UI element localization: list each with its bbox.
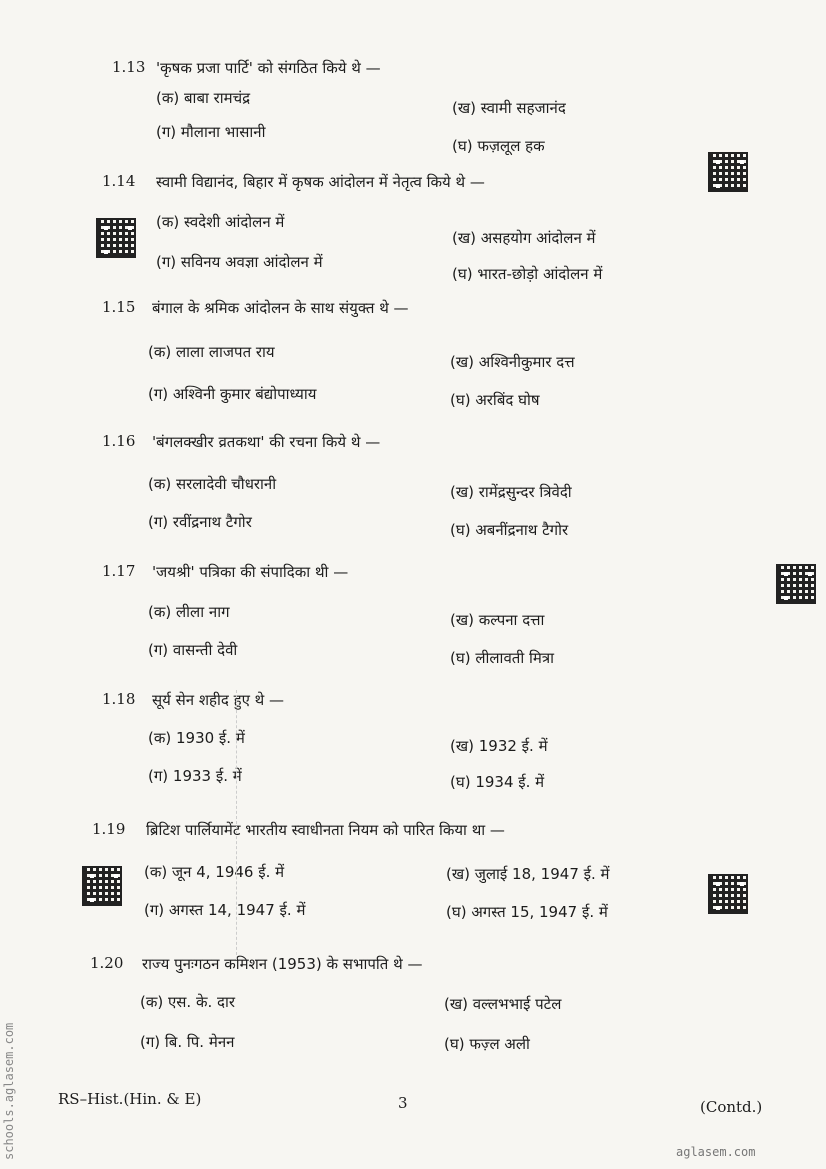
- option-gha: (घ) अबनींद्रनाथ टैगोर: [450, 521, 569, 539]
- option-kha: (ख) कल्पना दत्ता: [450, 611, 545, 629]
- fold-line: [236, 690, 237, 960]
- option-kha: (ख) 1932 ई. में: [450, 737, 548, 755]
- option-kha: (ख) रामेंद्रसुन्दर त्रिवेदी: [450, 483, 572, 501]
- page-number: 3: [398, 1094, 408, 1112]
- question-text: 'बंगलक्खीर व्रतकथा' की रचना किये थे —: [152, 433, 381, 451]
- option-gha: (घ) लीलावती मित्रा: [450, 649, 555, 667]
- option-ka: (क) एस. के. दार: [140, 993, 236, 1011]
- question-text: 'कृषक प्रजा पार्टि' को संगठित किये थे —: [156, 59, 381, 77]
- option-gha: (घ) फज़लूल हक: [452, 137, 545, 155]
- qr-code-icon: [96, 218, 136, 258]
- question-text: राज्य पुनःगठन कमिशन (1953) के सभापति थे —: [142, 955, 423, 973]
- option-ka: (क) लाला लाजपत राय: [148, 343, 275, 361]
- question-number: 1.15: [102, 298, 136, 316]
- option-gha: (घ) अगस्त 15, 1947 ई. में: [446, 903, 608, 921]
- option-ga: (ग) मौलाना भासानी: [156, 123, 266, 141]
- question-number: 1.16: [102, 432, 136, 450]
- question-number: 1.13: [112, 58, 146, 76]
- option-ka: (क) बाबा रामचंद्र: [156, 89, 251, 107]
- question-text: सूर्य सेन शहीद हुए थे —: [152, 691, 285, 709]
- question-text: ब्रिटिश पार्लियामेंट भारतीय स्वाधीनता नियम को पारित किया था —: [146, 821, 505, 839]
- qr-code-icon: [776, 564, 816, 604]
- option-ka: (क) सरलादेवी चौधरानी: [148, 475, 277, 493]
- option-ga: (ग) 1933 ई. में: [148, 767, 242, 785]
- option-ka: (क) जून 4, 1946 ई. में: [144, 863, 285, 881]
- question-number: 1.19: [92, 820, 126, 838]
- qr-code-icon: [708, 152, 748, 192]
- option-gha: (घ) फज़्ल अली: [444, 1035, 530, 1053]
- option-ga: (ग) वासन्ती देवी: [148, 641, 238, 659]
- option-kha: (ख) स्वामी सहजानंद: [452, 99, 566, 117]
- option-ga: (ग) बि. पि. मेनन: [140, 1033, 235, 1051]
- option-kha: (ख) जुलाई 18, 1947 ई. में: [446, 865, 610, 883]
- question-number: 1.14: [102, 172, 136, 190]
- option-ga: (ग) अगस्त 14, 1947 ई. में: [144, 901, 306, 919]
- option-ka: (क) स्वदेशी आंदोलन में: [156, 213, 285, 231]
- continued-label: (Contd.): [700, 1098, 763, 1116]
- option-gha: (घ) 1934 ई. में: [450, 773, 545, 791]
- qr-code-icon: [708, 874, 748, 914]
- question-number: 1.18: [102, 690, 136, 708]
- side-watermark: schools.aglasem.com: [2, 1022, 16, 1160]
- option-ka: (क) लीला नाग: [148, 603, 230, 621]
- question-text: बंगाल के श्रमिक आंदोलन के साथ संयुक्त थे —: [152, 299, 409, 317]
- option-kha: (ख) वल्लभभाई पटेल: [444, 995, 562, 1013]
- question-text: स्वामी विद्यानंद, बिहार में कृषक आंदोलन में नेतृत्व किये थे —: [156, 173, 485, 191]
- option-kha: (ख) असहयोग आंदोलन में: [452, 229, 596, 247]
- option-gha: (घ) भारत-छोड़ो आंदोलन में: [452, 265, 603, 283]
- question-number: 1.20: [90, 954, 124, 972]
- paper-code: RS–Hist.(Hin. & E): [58, 1090, 202, 1108]
- option-ga: (ग) अश्विनी कुमार बंद्योपाध्याय: [148, 385, 317, 403]
- option-ka: (क) 1930 ई. में: [148, 729, 245, 747]
- option-ga: (ग) रवींद्रनाथ टैगोर: [148, 513, 252, 531]
- option-kha: (ख) अश्विनीकुमार दत्त: [450, 353, 575, 371]
- option-gha: (घ) अरबिंद घोष: [450, 391, 540, 409]
- question-text: 'जयश्री' पत्रिका की संपादिका थी —: [152, 563, 349, 581]
- option-ga: (ग) सविनय अवज्ञा आंदोलन में: [156, 253, 323, 271]
- question-number: 1.17: [102, 562, 136, 580]
- qr-code-icon: [82, 866, 122, 906]
- bottom-watermark: aglasem.com: [676, 1145, 756, 1159]
